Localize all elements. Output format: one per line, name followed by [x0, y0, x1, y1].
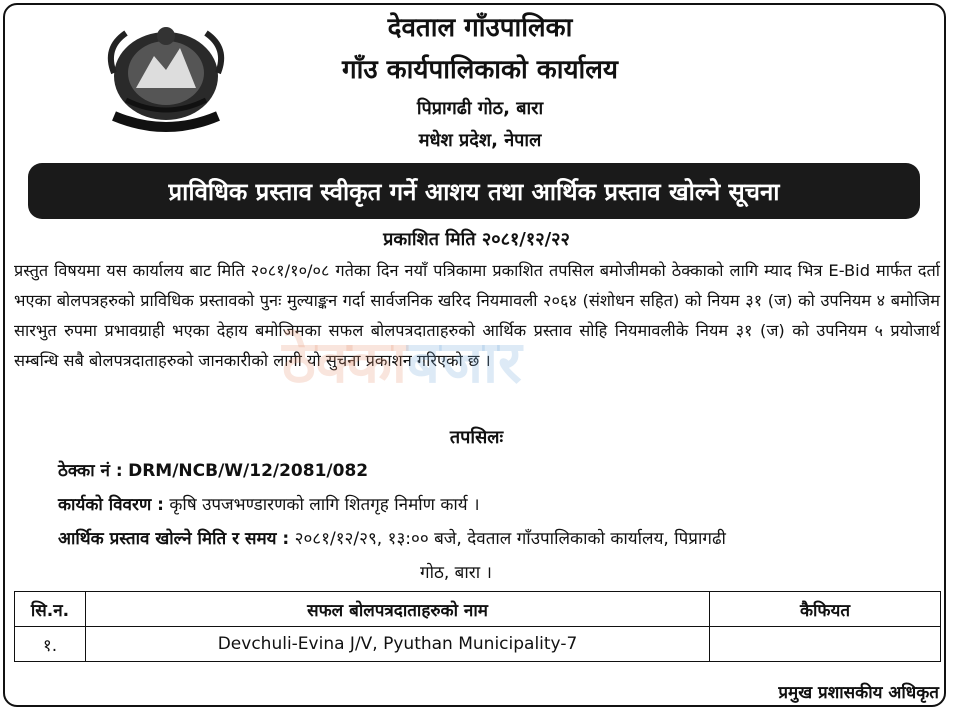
notice-title: प्राविधिक प्रस्ताव स्वीकृत गर्ने आशय तथा आर्थिक प्रस्ताव खोल्ने सूचना: [168, 177, 780, 206]
office-province: मधेश प्रदेश, नेपाल: [418, 130, 542, 151]
opening-date-row: [58, 526, 726, 549]
column-header-bidder-name: सफल बोलपत्रदाताहरुको नाम: [86, 592, 710, 627]
table-row: [15, 627, 941, 662]
work-description-label: कार्यको विवरण :: [58, 495, 164, 515]
office-name: देवताल गाँउपालिका: [387, 13, 573, 43]
work-description-row: [58, 492, 480, 515]
notice-body: प्रस्तुत विषयमा यस कार्यालय बाट मिति २०८१/१०/०८ गतेका दिन नयाँ पत्रिकामा प्रकाशित तपसिल बमोजीमको ठेक्काको लागि म्याद भित्र E-Bid मार्फत दर्ता भएका बोलपत्रहरुको प्राविधिक प्रस्तावको पुनः मुल्याङ्कन गर्दा सार्वजनिक खरिद नियमावली २०६४ (संशोधन सहित) को नियम ३१ (ज) को उपनियम ४ बमोजिम सारभुत रुपमा प्रभावग्राही भएका देहाय बमोजिमका सफल बोलपत्रदाताहरुको आर्थिक प्रस्ताव सोहि नियमावलीके नियम ३१ (ज) को उपनियम ५ प्रयोजार्थ सम्बन्धि सबै बोलपत्रदाताहरुको जानकारीको लागी यो सुचना प्रकाशन गरिएको छ ।: [14, 261, 940, 370]
table-header-row: [15, 592, 941, 627]
office-subtitle: गाँउ कार्यपालिकाको कार्यालय: [342, 55, 618, 85]
details-heading: तपसिलः: [449, 427, 504, 448]
published-date: प्रकाशित मिति २०८१/१२/२२: [383, 229, 570, 250]
opening-date-label: आर्थिक प्रस्ताव खोल्ने मिति र समय :: [58, 529, 290, 549]
contract-number-row: [58, 458, 368, 481]
column-header-serial: सि.न.: [15, 592, 86, 627]
office-address: पिप्रागढी गोठ, बारा: [416, 98, 544, 119]
work-description-value: कृषि उपजभण्डारणको लागि शितगृह निर्माण कार्य ।: [169, 495, 480, 515]
opening-date-value: २०८१/१२/२९, १३:०० बजे, देवताल गाँउपालिकाको कार्यालय, पिप्रागढी: [294, 529, 726, 549]
bidders-table: [14, 591, 941, 662]
cell-remarks: [710, 627, 941, 662]
cell-bidder-name: Devchuli-Evina J/V, Pyuthan Municipality-7: [86, 627, 710, 662]
column-header-remarks: कैफियत: [710, 592, 941, 627]
cell-serial: १.: [15, 627, 86, 662]
notice-title-banner: [28, 163, 920, 219]
contract-number-value: DRM/NCB/W/12/2081/082: [128, 461, 369, 481]
watermark: ठेक्काबजार: [282, 328, 522, 396]
signature-title: प्रमुख प्रशासकीय अधिकृत: [778, 683, 939, 703]
opening-date-continuation: गोठ, बारा ।: [420, 563, 492, 583]
contract-number-label: ठेक्का नं :: [58, 461, 123, 481]
